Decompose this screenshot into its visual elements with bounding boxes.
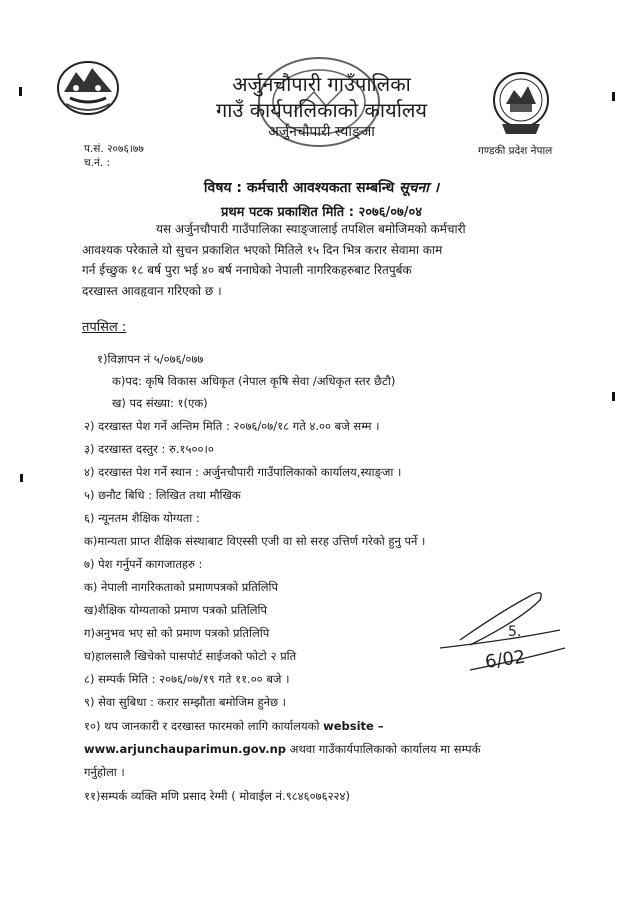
item-fee: ३) दरखास्त दस्तुर : रु.१५००।० <box>84 442 214 456</box>
signature-scribble-icon <box>440 593 565 670</box>
office-name: गाउँ कार्यपालिकाको कार्यालय <box>215 98 428 122</box>
item-document: ग)अनुभव भए सो को प्रमाण पत्रको प्रतिलिपि <box>84 626 270 640</box>
website-rest: अथवा गाउँकार्यपालिकाको कार्यालय मा सम्पर्क <box>286 742 481 756</box>
dispatch-number: च.नं. : <box>84 157 111 169</box>
item-selection-method: ५) छनौट बिधि : लिखित तथा मौखिक <box>84 488 241 502</box>
item-advertisement-number: १)विज्ञापन नं ५/०७६/०७७ <box>97 352 204 366</box>
website-label: website – <box>323 719 384 733</box>
notice-subject <box>0 178 643 197</box>
item-website-line <box>84 742 481 757</box>
item-contact-date: ८) सम्पर्क मिति : २०७६/०७/१९ गते ११.०० बजे । <box>84 672 290 686</box>
details-heading: तपसिल : <box>82 320 127 335</box>
item-deadline: २) दरखास्त पेश गर्ने अन्तिम मिति : २०७६/०७/१८ गते ४.०० बजे सम्म । <box>84 419 380 433</box>
subject-emphasis: सूचना । <box>399 180 440 196</box>
item-documents: ७) पेश गर्नुपर्ने कागजातहरु : <box>84 557 203 571</box>
item-post-count: ख) पद संख्या: १(एक) <box>112 396 208 410</box>
item-submission-place: ४) दरखास्त पेश गर्ने स्थान : अर्जुनचौपारी गाउँपालिकाको कार्यालय,स्याङ्जा । <box>84 465 402 479</box>
intro-line: आवश्यक परेकाले यो सुचन प्रकाशित भएको मितिले १५ दिन भित्र करार सेवामा काम <box>82 242 443 257</box>
province-name: गण्डकी प्रदेश नेपाल <box>478 145 553 157</box>
handwritten-number: 5. <box>508 624 522 640</box>
municipality-name: अर्जुनचौपारी गाउँपालिका <box>232 72 411 96</box>
intro-paragraph <box>82 219 540 301</box>
item-post-name: क)पद: कृषि विकास अधिकृत (नेपाल कृषि सेवा /अधिकृत स्तर छैटौ) <box>112 374 396 388</box>
handwritten-number: 6/02 <box>483 646 527 673</box>
office-location: अर्जुनचौपारी स्याङ्जा <box>268 124 375 140</box>
item-contact-person: ११)सम्पर्क व्यक्ति मणि प्रसाद रेग्मी ( मोवाईल नं.९८४६०७६२२४) <box>84 789 350 803</box>
item-more-info-end: गर्नुहोला । <box>84 765 125 779</box>
item-document: क) नेपाली नागरिकताको प्रमाणपत्रको प्रतिलिपि <box>84 580 279 594</box>
intro-line: गर्न ईच्छुक १८ बर्ष पुरा भई ४० बर्ष ननाघेको नेपाली नागरिकहरुबाट रितपुर्बक <box>82 263 412 277</box>
subject-prefix: विषय : कर्मचारी आवश्यकता सम्बन्धि <box>203 180 400 196</box>
item-facilities: ९) सेवा सुबिधा : करार सम्झौता बमोजिम हुनेछ । <box>84 695 287 709</box>
item-document: घ)हालसालै खिचेको पासपोर्ट साईजको फोटो २ प्रति <box>84 649 297 663</box>
reference-number: प.सं. २०७६।७७ <box>84 143 144 155</box>
website-url: www.arjunchauparimun.gov.np <box>84 742 287 756</box>
item-more-info <box>84 719 384 734</box>
more-info-text: १०) थप जानकारी र दरखास्त फारमको लागि कार्यालयको <box>84 719 324 733</box>
publication-date: प्रथम पटक प्रकाशित मिति : २०७६/०७/०४ <box>220 205 423 220</box>
intro-line: यस अर्जुनचौपारी गाउँपालिका स्याङ्जालाई तपशिल बमोजिमको कर्मचारी <box>156 222 466 236</box>
item-qualification-detail: क)मान्यता प्राप्त शैक्षिक संस्थाबाट विएस्सी एजी वा सो सरह उत्तिर्ण गरेको हुनु पर्ने । <box>84 534 426 548</box>
item-document: ख)शैक्षिक योग्यताको प्रमाण पत्रको प्रतिलिपि <box>84 603 268 617</box>
item-qualification: ६) न्यूनतम शैक्षिक योग्यता : <box>84 511 200 525</box>
intro-line: दरखास्त आवहृवान गरिएको छ । <box>82 283 222 298</box>
